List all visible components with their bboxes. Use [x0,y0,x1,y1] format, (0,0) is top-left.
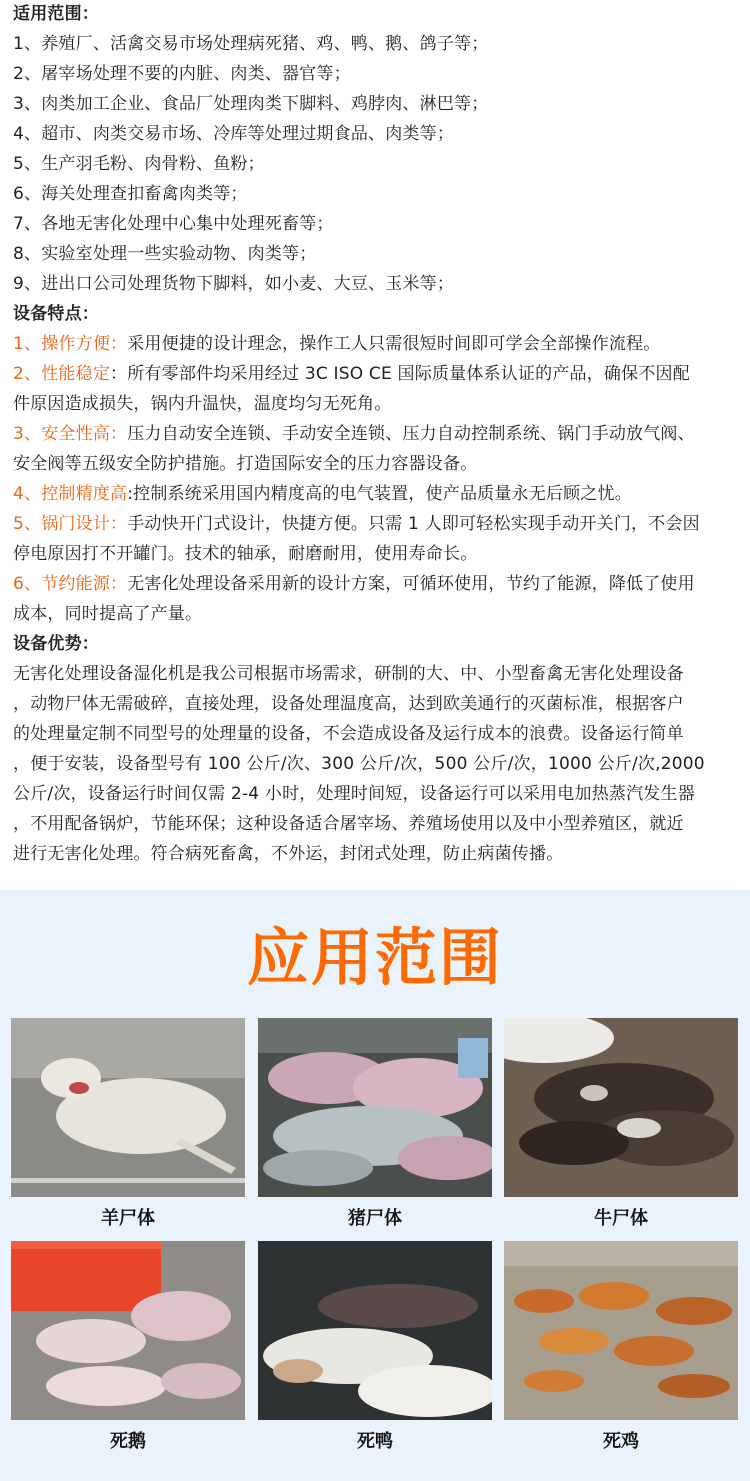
feature-item [13,569,742,599]
caption-sheep: 羊尸体 [101,1208,155,1229]
feature-cont: 停电原因打不开罐门。技术的轴承，耐磨耐用，使用寿命长。 [13,544,478,564]
caption-goose: 死鹅 [110,1431,146,1452]
feature-label: 6、节约能源： [13,574,128,594]
scope-item: 6、海关处理查扣畜禽肉类等； [13,184,248,204]
feature-item [13,359,742,389]
scope-item: 1、养殖厂、活禽交易市场处理病死猪、鸡、鸭、鹅、鸽子等； [13,34,489,54]
caption-chicken: 死鸡 [603,1431,639,1452]
features-heading: 设备特点： [13,304,99,324]
scope-heading: 适用范围： [13,4,99,24]
advantages-heading: 设备优势： [13,634,99,654]
scope-item: 5、生产羽毛粉、肉骨粉、鱼粉； [13,154,265,174]
feature-label: 4、控制精度高 [13,484,128,504]
pig-carcass-image [258,1018,492,1197]
scope-item: 4、超市、肉类交易市场、冷库等处理过期食品、肉类等； [13,124,455,144]
gallery-title: 应用范围 [246,921,503,994]
feature-text: :控制系统采用国内精度高的电气装置，使产品质量永无后顾之忧。 [127,484,632,504]
application-gallery [0,890,750,1481]
advantages-line: 无害化处理设备湿化机是我公司根据市场需求，研制的大、中、小型畜禽无害化处理设备 [13,664,684,684]
caption-duck: 死鸭 [357,1431,393,1452]
feature-label: 2、性能稳定 [13,364,111,384]
feature-cont: 安全阀等五级安全防护措施。打造国际安全的压力容器设备。 [13,454,478,474]
feature-cont: 成本，同时提高了产量。 [13,604,203,624]
advantages-line: 进行无害化处理。符合病死畜禽，不外运，封闭式处理，防止病菌传播。 [13,844,564,864]
feature-item [13,419,742,449]
feature-text: 无害化处理设备采用新的设计方案，可循环使用，节约了能源，降低了使用 [127,574,695,594]
advantages-line: ，动物尸体无需破碎，直接处理，设备处理温度高，达到欧美通行的灭菌标准，根据客户 [13,694,684,714]
sheep-carcass-image [11,1018,245,1197]
advantages-line: ，不用配备锅炉，节能环保；这种设备适合屠宰场、养殖场使用以及中小型养殖区，就近 [13,814,684,834]
advantages-line: ，便于安装，设备型号有 100 公斤/次、300 公斤/次，500 公斤/次，1000 公斤/次,2000 [13,754,705,774]
feature-label: 3、安全性高： [13,424,128,444]
scope-item: 8、实验室处理一些实验动物、肉类等； [13,244,317,264]
cattle-carcass-image [504,1018,738,1197]
feature-text: 采用便捷的设计理念，操作工人只需很短时间即可学会全部操作流程。 [127,334,661,354]
goose-carcass-image [11,1241,245,1420]
advantages-line: 的处理量定制不同型号的处理量的设备，不会造成设备及运行成本的浪费。设备运行简单 [13,724,684,744]
scope-item: 2、屠宰场处理不要的内脏、肉类、器官等； [13,64,351,84]
feature-label: 1、操作方便： [13,334,128,354]
duck-carcass-image [258,1241,492,1420]
advantages-line: 公斤/次，设备运行时间仅需 2-4 小时，处理时间短，设备运行可以采用电加热蒸汽发生器 [13,784,695,804]
feature-text: ：所有零部件均采用经过 3C ISO CE 国际质量体系认证的产品，确保不因配 [110,364,690,384]
feature-text: 压力自动安全连锁、手动安全连锁、压力自动控制系统、锅门手动放气阀、 [127,424,695,444]
feature-cont: 件原因造成损失，锅内升温快，温度均匀无死角。 [13,394,392,414]
scope-item: 3、肉类加工企业、食品厂处理肉类下脚料、鸡脖肉、淋巴等； [13,94,489,114]
scope-item: 9、进出口公司处理货物下脚料，如小麦、大豆、玉米等； [13,274,455,294]
feature-item [13,479,742,509]
caption-pig: 猪尸体 [348,1208,402,1229]
feature-item [13,329,742,359]
feature-label: 5、锅门设计： [13,514,128,534]
feature-item [13,509,742,539]
chicken-carcass-image [504,1241,738,1420]
feature-text: 手动快开门式设计，快捷方便。只需 1 人即可轻松实现手动开关门，不会因 [127,514,700,534]
caption-cattle: 牛尸体 [594,1208,648,1229]
scope-item: 7、各地无害化处理中心集中处理死畜等； [13,214,334,234]
